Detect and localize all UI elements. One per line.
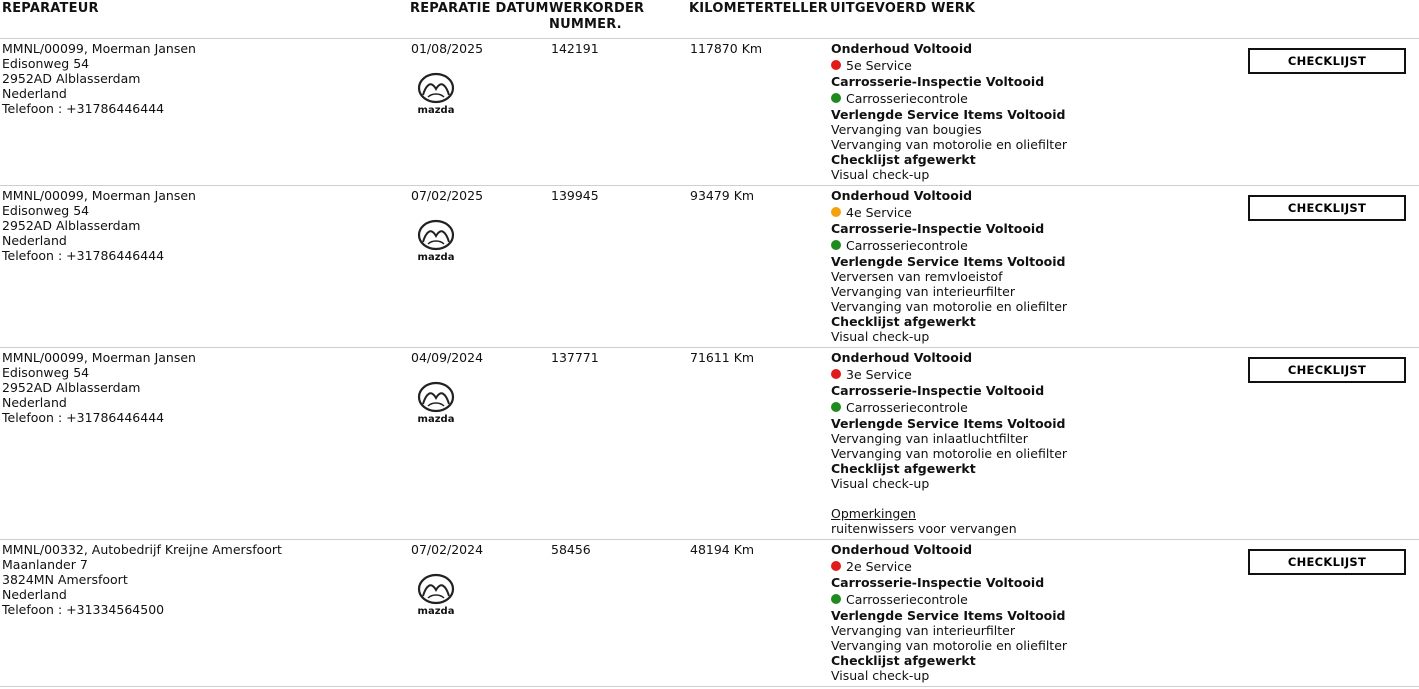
repairer-line: Nederland — [2, 86, 67, 101]
maintenance-item — [831, 365, 1211, 383]
odometer: 117870 Km — [690, 41, 763, 56]
checklist-button[interactable]: CHECKLIJST — [1248, 48, 1406, 74]
repairer-line: Telefoon : +31786446444 — [2, 248, 165, 263]
maintenance-heading: Onderhoud Voltooid — [831, 350, 973, 365]
body-inspection-heading: Carrosserie-Inspectie Voltooid — [831, 575, 1045, 590]
checklist-heading: Checklijst afgewerkt — [831, 653, 976, 668]
maintenance-label: 2e Service — [846, 558, 912, 574]
checklist-button[interactable]: CHECKLIJST — [1248, 357, 1406, 383]
repair-date: 01/08/2025 — [411, 41, 484, 56]
repairer-line: 2952AD Alblasserdam — [2, 218, 141, 233]
checklist-item: Visual check-up — [831, 329, 930, 344]
mazda-logo-text: mazda — [417, 606, 455, 616]
odometer: 93479 Km — [690, 188, 755, 203]
work-performed — [831, 350, 1211, 536]
work-performed — [831, 41, 1211, 182]
table-row — [0, 38, 1419, 186]
mazda-logo-text: mazda — [417, 252, 455, 262]
extended-service-item: Vervanging van interieurfilter — [831, 284, 1016, 299]
brand-logo — [412, 218, 460, 262]
body-inspection-heading: Carrosserie-Inspectie Voltooid — [831, 221, 1045, 236]
brand-logo — [412, 572, 460, 616]
body-inspection-label: Carrosseriecontrole — [846, 399, 968, 415]
header-work: UITGEVOERD WERK — [830, 1, 976, 16]
table-row — [0, 347, 1419, 540]
body-inspection-label: Carrosseriecontrole — [846, 90, 968, 106]
extended-service-heading: Verlengde Service Items Voltooid — [831, 416, 1066, 431]
status-dot-icon — [831, 60, 841, 70]
work-performed — [831, 542, 1211, 683]
extended-service-item: Vervanging van interieurfilter — [831, 623, 1016, 638]
work-order-number: 142191 — [551, 41, 599, 56]
repairer-line: 2952AD Alblasserdam — [2, 380, 141, 395]
brand-logo — [412, 380, 460, 424]
repairer-line: MMNL/00099, Moerman Jansen — [2, 41, 196, 56]
checklist-button[interactable]: CHECKLIJST — [1248, 195, 1406, 221]
checklist-item: Visual check-up — [831, 167, 930, 182]
maintenance-label: 5e Service — [846, 57, 912, 73]
maintenance-item — [831, 203, 1211, 221]
status-dot-icon — [831, 93, 841, 103]
body-inspection-label: Carrosseriecontrole — [846, 591, 968, 607]
repairer-line: Nederland — [2, 395, 67, 410]
header-repairer: REPARATEUR — [2, 1, 99, 16]
odometer: 71611 Km — [690, 350, 755, 365]
work-order-number: 58456 — [551, 542, 591, 557]
repairer-address — [2, 188, 196, 263]
status-dot-icon — [831, 594, 841, 604]
extended-service-item: Vervanging van motorolie en oliefilter — [831, 638, 1068, 653]
repair-date: 07/02/2025 — [411, 188, 484, 203]
mazda-logo-icon — [412, 572, 460, 616]
checklist-button[interactable]: CHECKLIJST — [1248, 549, 1406, 575]
repair-date: 04/09/2024 — [411, 350, 484, 365]
mazda-logo-icon — [412, 218, 460, 262]
repair-date: 07/02/2024 — [411, 542, 484, 557]
maintenance-heading: Onderhoud Voltooid — [831, 542, 973, 557]
checklist-item: Visual check-up — [831, 668, 930, 683]
body-inspection-item — [831, 590, 1211, 608]
remarks-link[interactable]: Opmerkingen — [831, 506, 916, 521]
remarks-text: ruitenwissers voor vervangen — [831, 521, 1017, 536]
repairer-line: Telefoon : +31786446444 — [2, 101, 165, 116]
extended-service-heading: Verlengde Service Items Voltooid — [831, 608, 1066, 623]
repairer-address — [2, 542, 282, 617]
maintenance-label: 4e Service — [846, 204, 912, 220]
body-inspection-item — [831, 89, 1211, 107]
extended-service-item: Vervanging van inlaatluchtfilter — [831, 431, 1028, 446]
checklist-item: Visual check-up — [831, 476, 930, 491]
repairer-line: Telefoon : +31786446444 — [2, 410, 165, 425]
body-inspection-heading: Carrosserie-Inspectie Voltooid — [831, 74, 1045, 89]
repairer-line: Edisonweg 54 — [2, 203, 90, 218]
table-row — [0, 539, 1419, 687]
brand-logo — [412, 71, 460, 115]
mazda-logo-icon — [412, 71, 460, 115]
repairer-address — [2, 41, 196, 116]
maintenance-heading: Onderhoud Voltooid — [831, 188, 973, 203]
checklist-heading: Checklijst afgewerkt — [831, 314, 976, 329]
body-inspection-label: Carrosseriecontrole — [846, 237, 968, 253]
status-dot-icon — [831, 369, 841, 379]
header-km: KILOMETERTELLER — [689, 1, 828, 16]
status-dot-icon — [831, 402, 841, 412]
extended-service-item: Vervanging van bougies — [831, 122, 982, 137]
maintenance-heading: Onderhoud Voltooid — [831, 41, 973, 56]
odometer: 48194 Km — [690, 542, 755, 557]
repairer-line: 2952AD Alblasserdam — [2, 71, 141, 86]
status-dot-icon — [831, 207, 841, 217]
status-dot-icon — [831, 240, 841, 250]
status-dot-icon — [831, 561, 841, 571]
repairer-line: Telefoon : +31334564500 — [2, 602, 165, 617]
extended-service-item: Vervanging van motorolie en oliefilter — [831, 446, 1068, 461]
header-order: WERKORDER NUMMER. — [549, 1, 645, 32]
header-date: REPARATIE DATUM — [410, 1, 549, 16]
table-row — [0, 185, 1419, 348]
maintenance-label: 3e Service — [846, 366, 912, 382]
extended-service-heading: Verlengde Service Items Voltooid — [831, 107, 1066, 122]
mazda-logo-icon — [412, 380, 460, 424]
repairer-line: Maanlander 7 — [2, 557, 88, 572]
extended-service-item: Verversen van remvloeistof — [831, 269, 1003, 284]
work-order-number: 137771 — [551, 350, 599, 365]
repairer-line: 3824MN Amersfoort — [2, 572, 128, 587]
maintenance-item — [831, 557, 1211, 575]
maintenance-item — [831, 56, 1211, 74]
repairer-line: Nederland — [2, 587, 67, 602]
body-inspection-item — [831, 398, 1211, 416]
repairer-line: Nederland — [2, 233, 67, 248]
repairer-line: Edisonweg 54 — [2, 365, 90, 380]
repairer-address — [2, 350, 196, 425]
extended-service-item: Vervanging van motorolie en oliefilter — [831, 299, 1068, 314]
repairer-line: MMNL/00099, Moerman Jansen — [2, 350, 196, 365]
mazda-logo-text: mazda — [417, 105, 455, 115]
work-performed — [831, 188, 1211, 344]
work-order-number: 139945 — [551, 188, 599, 203]
extended-service-heading: Verlengde Service Items Voltooid — [831, 254, 1066, 269]
body-inspection-heading: Carrosserie-Inspectie Voltooid — [831, 383, 1045, 398]
repairer-line: Edisonweg 54 — [2, 56, 90, 71]
repairer-line: MMNL/00099, Moerman Jansen — [2, 188, 196, 203]
checklist-heading: Checklijst afgewerkt — [831, 461, 976, 476]
mazda-logo-text: mazda — [417, 414, 455, 424]
extended-service-item: Vervanging van motorolie en oliefilter — [831, 137, 1068, 152]
table-header — [0, 0, 1419, 39]
body-inspection-item — [831, 236, 1211, 254]
repairer-line: MMNL/00332, Autobedrijf Kreijne Amersfoort — [2, 542, 282, 557]
checklist-heading: Checklijst afgewerkt — [831, 152, 976, 167]
